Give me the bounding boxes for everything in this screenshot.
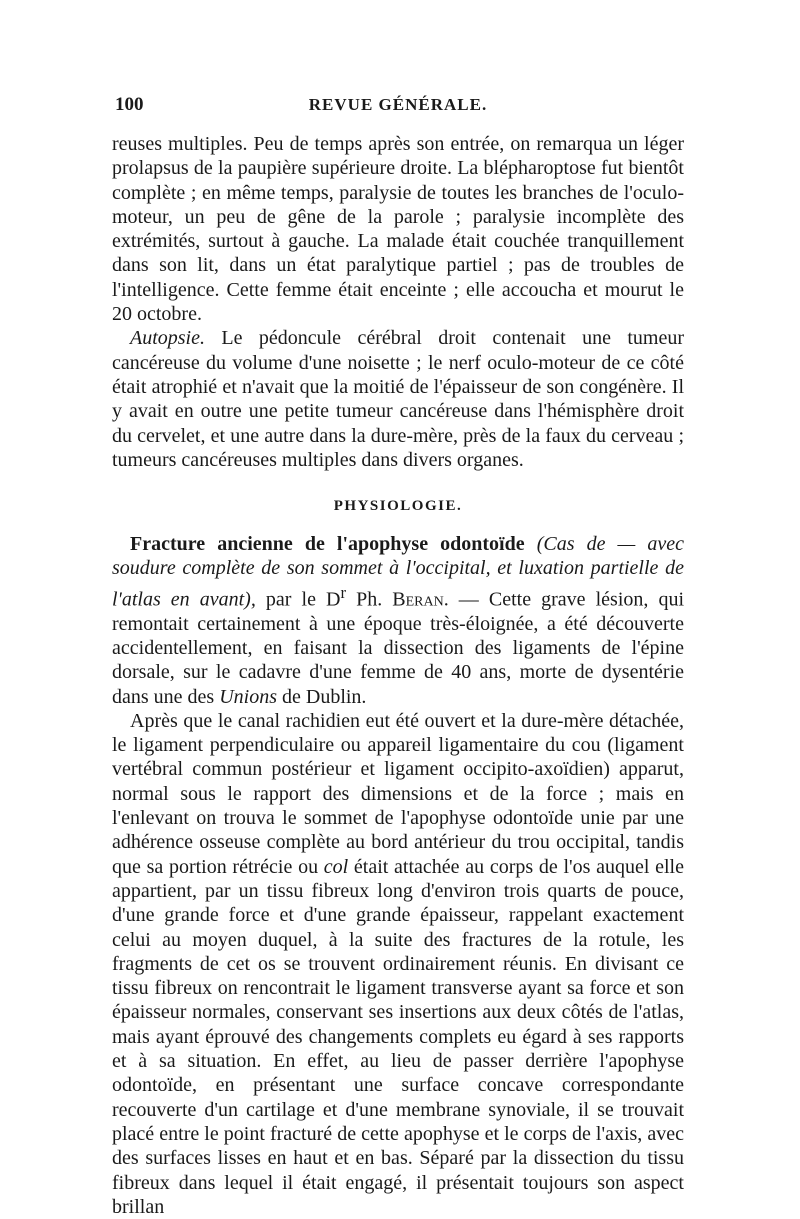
autopsy-text: Le pédoncule cérébral droit contenait une tumeur cancéreuse du volume d'une noisette ; le nerf oculo-moteur de ce côté était atrophié et n'avait que la moitié de l'épaisseur de son congénère. Il y avait en outre une petite tumeur cancéreuse dans l'hémisphère droit du cervelet, et une autre dans la dure-mère, près de la faux du cerveau ; tumeurs cancéreuses multiples dans divers organes. [112,327,684,471]
article-by: par le D [255,588,341,611]
running-title: REVUE GÉNÉRALE. [308,95,488,114]
autopsy-paragraph [112,326,684,472]
page [112,92,684,1219]
unions-word: Unions [219,685,277,708]
author-name: Beran [392,588,444,611]
body-text-b: était attachée au corps de l'os auquel elle appartient, par un tissu fibreux long d'environ trois quarts de pouce, d'une grande force et d'une grande épaisseur, rappelant exactement celui au moyen duquel, à la suite des fractures de la rotule, les fragments de cet os se trouvent ordinairement réunis. En divisant ce tissu fibreux on rencontrait le ligament transverse ayant sa force et son épaisseur normales, conservant ses insertions aux deux côtés de l'atlas, mais ayant éprouvé des changements complets eu égard à ses rapports et à sa situation. En effet, au lieu de passer derrière l'apophyse odontoïde, en présentant une surface concave correspondante recouverte d'un cartilage et d'une membrane synoviale, il se trouvait placé entre le point fracturé de cette apophyse et le corps de l'axis, avec des surfaces lisses en haut et en bas. Séparé par la dissection du tissu fibreux dans lequel il était engagé, il présentait toujours son aspect brillan [112,855,684,1218]
article [112,532,684,1219]
page-number: 100 [115,94,144,115]
article-intro-paragraph [112,532,684,709]
article-subtitle: (Cas de — avec soudure complète de son sommet à l'occipital, et luxation partielle de l'atlas en avant), [112,533,685,611]
article-by-sup: r [340,582,347,602]
col-word: col [323,855,349,878]
author-first: Ph. [346,588,393,611]
section-heading: PHYSIOLOGIE. [333,498,463,515]
article-intro-end: de Dublin. [277,685,367,708]
autopsy-label: Autopsie. [130,327,205,350]
article-body-paragraph [112,709,684,1219]
case-paragraph: reuses multiples. Peu de temps après son entrée, on remarqua un léger prolapsus de la paupière supérieure droite. La blépharoptose fut bientôt complète ; en même temps, paralysie de toutes les branches de l'oculo-moteur, un peu de gêne de la parole ; paralysie incomplète des extrémités, surtout à gauche. La malade était couchée tranquillement dans son lit, dans un état paralytique partiel ; pas de troubles de l'intelligence. Cette femme était enceinte ; elle accoucha et mourut le 20 octobre. [112,133,684,326]
body-text-a: Après que le canal rachidien eut été ouvert et la dure-mère détachée, le ligament perpendiculaire ou appareil ligamentaire du cou (ligament vertébral commun postérieur et ligament occipito-axoïdien) apparut, normal sous le rapport des dimensions et de la force ; mais en l'enlevant on trouva le sommet de l'apophyse odontoïde unie par une adhérence osseuse complète au bord antérieur du trou occipital, tandis que sa portion rétrécie ou [112,709,684,878]
running-head [112,92,684,118]
article-intro-text: . — Cette grave lésion, qui remontait certainement à une époque très-éloignée, a été découverte accidentellement, en faisant la dissection des ligaments de l'épine dorsale, sur le cadavre d'une femme de 40 ans, morte de dysentérie dans une des [112,588,685,708]
case-report [112,132,684,472]
article-title: Fracture ancienne de l'apophyse odontoïde [130,533,525,556]
